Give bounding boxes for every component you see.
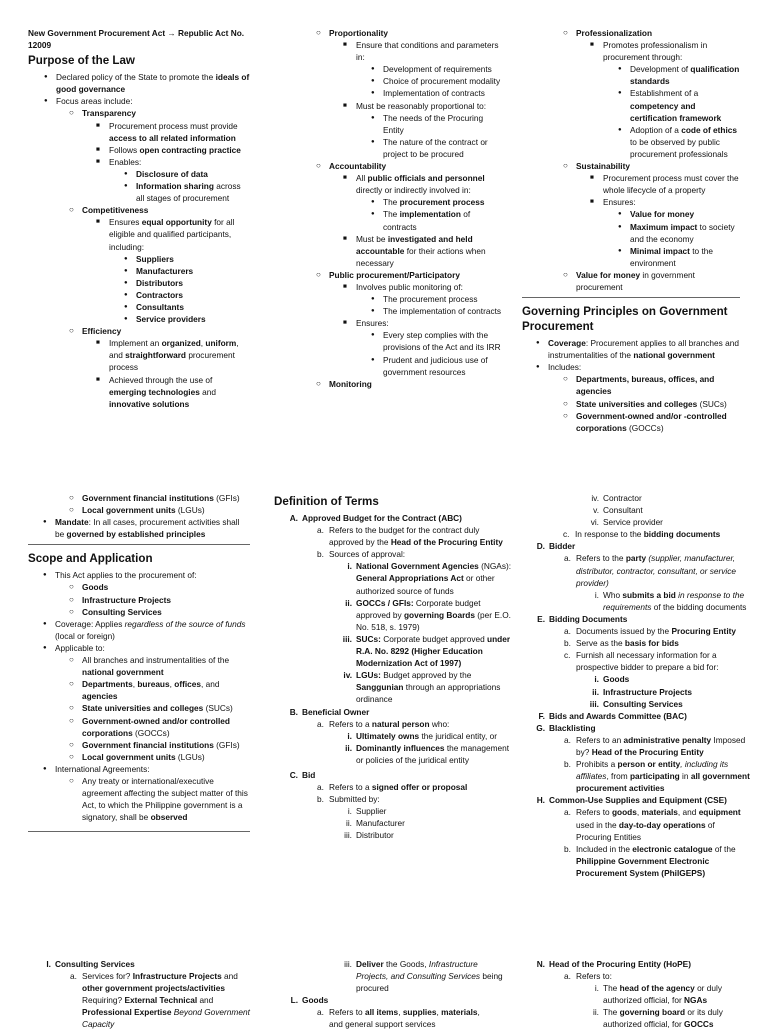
term-heading: L. Goods: [290, 995, 329, 1006]
list-item: ● The needs of the Procuring Entity: [383, 112, 506, 136]
list-item: ■ Procurement process must provide access to all related information: [109, 120, 250, 144]
section-heading-definitions: Definition of Terms: [274, 495, 379, 508]
list-item: a. Refers to a signed offer or proposal: [317, 782, 468, 793]
p2-col3: [535, 492, 750, 912]
section-heading-scope: Scope and Application: [28, 552, 153, 566]
list-item: b. Submitted by:: [317, 794, 380, 805]
list-item: ○ Departments, bureaus, offices, and agencies: [82, 678, 250, 702]
list-item: ii. Dominantly influences the management or policies of the juridical entity: [345, 742, 510, 765]
list-item: ● Contractors: [136, 289, 250, 301]
list-item: ● Establishment of a competency and certification framework: [630, 87, 740, 123]
list-item: ■ Must be investigated and held accountable for their actions when necessary: [356, 233, 506, 269]
list-item: a. Refers to all items, supplies, materials,: [317, 1007, 480, 1018]
list-item: ● The nature of the contract or project to be procured: [383, 136, 506, 160]
list-item: a. Refers to the party (supplier, manufacturer, distributor, contractor, consultant, or service provider): [564, 553, 737, 588]
list-item: b. Sources of approval:: [317, 549, 406, 560]
list-item: ■ Ensures:: [603, 196, 740, 208]
list-item: i. Goods: [594, 674, 630, 685]
list-item: ii. GOCCs / GFIs: Corporate budget approved by governing Boards (per E.O. No. 518, s. 1979): [345, 597, 511, 632]
list-item: ○ Consulting Services: [82, 606, 250, 618]
list-item: ● Implementation of contracts: [383, 87, 506, 99]
list-item: ■ Ensure that conditions and parameters in:: [356, 39, 506, 63]
section-heading-purpose: Purpose of the Law: [28, 54, 135, 68]
list-item: ● Consultants: [136, 301, 250, 313]
doc-title: New Government Procurement Act → Republic Act No. 12009: [28, 28, 245, 51]
list-item: ● Development of qualification standards: [630, 63, 740, 87]
list-item: i. National Government Agencies (NGAs): General Appropriations Act or other authorized source of funds: [347, 561, 512, 596]
list-item: i. Who submits a bid in response to the requirements of the bidding documents: [594, 589, 747, 612]
term-heading: I. Consulting Services: [46, 959, 135, 969]
list-item: ● Suppliers: [136, 253, 250, 265]
list-item: a. Services for? Infrastructure Projects and other government projects/activities Requiring? External Technical and Professional Expertise Beyond Government Capacity: [70, 971, 250, 1030]
list-item: ○ Public procurement/Participatory: [329, 269, 506, 281]
term-heading: N. Head of the Procuring Entity (HoPE): [536, 959, 691, 969]
list-item: ○ Government-owned and/or controlled corporations (GOCCs): [82, 715, 250, 739]
list-item: ii. Manufacturer: [346, 818, 405, 829]
list-item: and general support services: [329, 1019, 436, 1030]
list-item: ● The procurement process: [383, 196, 506, 208]
list-item: ■ Implement an organized, uniform, and straightforward procurement process: [109, 337, 250, 373]
list-item: ■ Must be reasonably proportional to:: [356, 100, 506, 112]
list-item: ■ Ensures equal opportunity for all eligible and qualified participants, including:: [109, 216, 250, 252]
list-item: ● The implementation of contracts: [383, 305, 506, 317]
p3-col2: [274, 958, 512, 1030]
list-item: ● Coverage: Applies regardless of the source of funds (local or foreign): [55, 618, 250, 642]
list-item: ● Information sharing across all stages of procurement: [136, 180, 250, 204]
list-item: b. Serve as the basis for bids: [564, 638, 679, 649]
list-item: a. Refers to:: [564, 971, 612, 982]
list-item: ■ Achieved through the use of emerging technologies and innovative solutions: [109, 374, 250, 410]
list-item: iii. Consulting Services: [589, 698, 683, 709]
p1-col3: [522, 27, 740, 447]
list-item: ■ Enables:: [109, 156, 250, 168]
list-item: vi. Service provider: [590, 517, 663, 528]
p3-col3: [535, 958, 750, 1030]
term-heading: H. Common-Use Supplies and Equipment (CSE): [536, 795, 727, 806]
list-item: ○ Value for money in government procurement: [576, 269, 740, 293]
divider: [28, 544, 250, 545]
term-heading: A. Approved Budget for the Contract (ABC): [289, 513, 462, 523]
list-item: iv. Contractor: [591, 493, 642, 503]
term-heading: B. Beneficial Owner: [289, 706, 370, 717]
term-heading: F. Bids and Awards Committee (BAC): [538, 710, 687, 721]
list-item: ● The procurement process: [383, 293, 506, 305]
list-item: a. Refers to an administrative penalty Imposed by? Head of the Procuring Entity: [564, 734, 746, 757]
list-item: ● Manufacturers: [136, 265, 250, 277]
list-item: b. Included in the electronic catalogue of the Philippine Government Electronic Procurement System (PhilGEPS): [564, 843, 736, 878]
list-item: ○ State universities and colleges (SUCs): [576, 398, 740, 410]
list-item: ● International Agreements:: [55, 763, 250, 775]
list-item: i. Supplier: [347, 806, 387, 817]
list-item: ■ Follows open contracting practice: [109, 144, 250, 156]
list-item: ○ Local government units (LGUs): [82, 751, 250, 763]
list-item: iv. LGUs: Budget approved by the Sanggunian through an appropriations ordinance: [343, 670, 501, 705]
list-item: ○ Efficiency: [82, 325, 250, 337]
list-item: ○ Transparency: [82, 107, 250, 119]
list-item: ● Prudent and judicious use of government resources: [383, 354, 506, 378]
list-item: ○ Government financial institutions (GFIs): [82, 739, 250, 751]
list-item: a. Refers to the budget for the contract duly approved by the Head of the Procuring Entity: [317, 525, 503, 548]
term-heading: G. Blacklisting: [536, 722, 596, 733]
list-item: i. Ultimately owns the juridical entity, or: [347, 730, 497, 741]
list-item: ● Disclosure of data: [136, 168, 250, 180]
list-item: ■ Procurement process must cover the whole lifecycle of a property: [603, 172, 740, 196]
list-item: a. Documents issued by the Procuring Entity: [564, 626, 737, 637]
list-item: a. Refers to a natural person who:: [317, 718, 450, 729]
list-item: ■ Involves public monitoring of:: [356, 281, 506, 293]
p1-col1: [28, 27, 250, 427]
list-item: ● Every step complies with the provisions of the Act and its IRR: [383, 329, 506, 353]
list-item: ii. The governing board or its duly authorized official, for GOCCs: [593, 1007, 723, 1030]
list-item: ● Declared policy of the State to promote the ideals of good governance: [56, 71, 250, 95]
list-item: a. Refers to goods, materials, and equipment used in the day-to-day operations of Procuring Entities: [564, 807, 741, 842]
list-item: ● Applicable to:: [55, 642, 250, 654]
list-item: v. Consultant: [593, 505, 643, 516]
list-item: iii. SUCs: Corporate budget approved under R.A. No. 8292 (Higher Education Modernization Act of 1997): [342, 633, 511, 669]
list-item: ○ Departments, bureaus, offices, and agencies: [576, 373, 740, 397]
list-item: ● Focus areas include:: [56, 95, 250, 107]
list-item: ● Value for money: [630, 208, 740, 220]
list-item: ○ Proportionality: [329, 27, 506, 39]
list-item: ● Choice of procurement modality: [383, 75, 506, 87]
list-item: ○ Government-owned and/or -controlled corporations (GOCCs): [576, 410, 740, 434]
p2-col2: [274, 492, 512, 912]
list-item: ● Adoption of a code of ethics to be observed by public procurement professionals: [630, 124, 740, 160]
list-item: ● This Act applies to the procurement of:: [55, 569, 250, 581]
list-item: ○ Monitoring: [329, 378, 506, 390]
list-item: ○ Local government units (LGUs): [82, 504, 250, 516]
list-item: ● The implementation of contracts: [383, 208, 506, 232]
list-item: ● Minimal impact to the environment: [630, 245, 740, 269]
list-item: ● Service providers: [136, 313, 250, 325]
list-item: iii. Deliver the Goods, Infrastructure Projects, and Consulting Services being procured: [344, 959, 503, 994]
list-item: ● Maximum impact to society and the economy: [630, 221, 740, 245]
list-item: i. The head of the agency or duly authorized official, for NGAs: [594, 983, 722, 1006]
term-heading: E. Bidding Documents: [537, 613, 628, 624]
section-heading-governing: Governing Principles on Government Procurement: [522, 305, 728, 334]
list-item: ii. Infrastructure Projects: [592, 686, 692, 697]
list-item: ● Includes:: [548, 361, 740, 373]
list-item: ○ Government financial institutions (GFIs): [82, 492, 250, 504]
list-item: c. Furnish all necessary information for a prospective bidder to prepare a bid for:: [564, 650, 719, 673]
list-item: ○ Accountability: [329, 160, 506, 172]
list-item: ○ Goods: [82, 581, 250, 593]
list-item: c. In response to the bidding documents: [563, 529, 721, 540]
list-item: ■ Promotes professionalism in procurement through:: [603, 39, 740, 63]
term-heading: C. Bid: [289, 769, 316, 780]
list-item: ○ Infrastructure Projects: [82, 594, 250, 606]
list-item: ● Development of requirements: [383, 63, 506, 75]
list-item: ○ Professionalization: [576, 27, 740, 39]
list-item: ■ Ensures:: [356, 317, 506, 329]
divider: [28, 831, 250, 832]
list-item: ● Mandate: In all cases, procurement activities shall be governed by established principles: [55, 516, 250, 540]
p3-col1: [28, 958, 250, 1030]
term-heading: D. Bidder: [536, 541, 576, 552]
list-item: iii. Distributor: [344, 830, 394, 841]
list-item: ■ All public officials and personnel directly or indirectly involved in:: [356, 172, 506, 196]
list-item: ● Distributors: [136, 277, 250, 289]
list-item: ○ Competitiveness: [82, 204, 250, 216]
list-item: ○ All branches and instrumentalities of the national government: [82, 654, 250, 678]
list-item: ○ Any treaty or international/executive agreement affecting the subject matter of this Act, to which the Philippine government is a signatory, shall be observed: [82, 775, 250, 823]
list-item: b. Prohibits a person or entity, including its affiliates, from participating in all government procurement activities: [564, 759, 750, 794]
divider: [522, 297, 740, 298]
list-item: ● Coverage: Procurement applies to all branches and instrumentalities of the national government: [548, 337, 740, 361]
p1-col2: [316, 27, 506, 447]
list-item: ○ State universities and colleges (SUCs): [82, 702, 250, 714]
list-item: ○ Sustainability: [576, 160, 740, 172]
p2-col1: [28, 492, 250, 852]
